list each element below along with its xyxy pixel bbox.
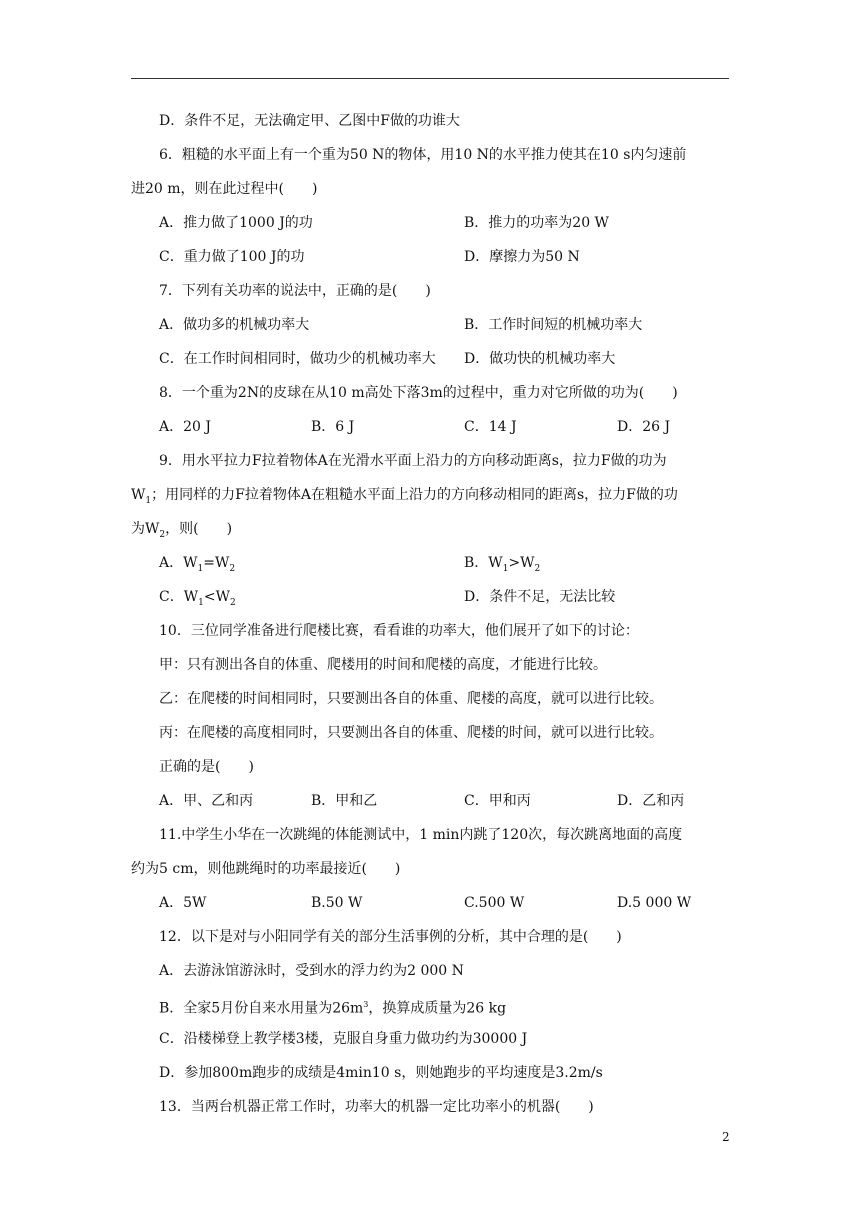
q6-option-d: D．摩擦力为50 N <box>464 249 580 265</box>
q9-stem-line1: 9．用水平拉力F拉着物体A在光滑水平面上沿力的方向移动距离s，拉力F做的功为 <box>159 453 667 469</box>
q11-option-a: A．5W <box>159 895 207 911</box>
q8-option-b: B．6 J <box>311 419 355 435</box>
q9-stem-line3: 为$W_2$，则( ) <box>131 521 233 540</box>
q8-option-d: D．26 J <box>617 419 671 435</box>
q10-statement-yi: 乙：在爬楼的时间相同时，只要测出各自的体重、爬楼的高度，就可以进行比较。 <box>159 691 663 707</box>
q12-option-a: A．去游泳馆游泳时，受到水的浮力约为2 000 N <box>159 963 464 979</box>
q6-option-c: C．重力做了100 J的功 <box>159 249 305 265</box>
q7-option-d: D．做功快的机械功率大 <box>464 351 616 367</box>
q13-stem: 13．当两台机器正常工作时，功率大的机器一定比功率小的机器( ) <box>159 1099 594 1115</box>
q10-stem: 10．三位同学准备进行爬楼比赛，看看谁的功率大，他们展开了如下的讨论： <box>159 623 639 639</box>
q8-stem: 8．一个重为2N的皮球在从10 m高处下落3m的过程中，重力对它所做的功为( ) <box>159 385 678 401</box>
q5-option-d: D．条件不足，无法确定甲、乙图中F做的功谁大 <box>159 113 460 129</box>
q11-option-c: C.500 W <box>464 895 525 911</box>
q11-stem-line1: 11.中学生小华在一次跳绳的体能测试中，1 min内跳了120次，每次跳离地面的高度 <box>159 827 683 843</box>
q10-statement-bing: 丙：在爬楼的高度相同时，只要测出各自的体重、爬楼的时间，就可以进行比较。 <box>159 725 663 741</box>
q10-statement-jia: 甲：只有测出各自的体重、爬楼用的时间和爬楼的高度，才能进行比较。 <box>159 657 607 673</box>
page-number: 2 <box>722 1130 730 1144</box>
q6-option-b: B．推力的功率为20 W <box>464 215 609 231</box>
q6-stem-line2: 进20 m，则在此过程中( ) <box>131 181 318 197</box>
q9-stem-line2: $W_1$；用同样的力F拉着物体A在粗糙水平面上沿力的方向移动相同的距离s，拉力F做的功 <box>131 487 678 506</box>
q10-option-d: D．乙和丙 <box>617 793 685 809</box>
header-rule <box>131 78 729 79</box>
q11-option-b: B.50 W <box>311 895 363 911</box>
q7-stem: 7．下列有关功率的说法中，正确的是( ) <box>159 283 431 299</box>
q12-option-d: D．参加800m跑步的成绩是4min10 s，则她跑步的平均速度是3.2m/s <box>159 1065 603 1081</box>
q6-stem-line1: 6．粗糙的水平面上有一个重为50 N的物体，用10 N的水平推力使其在10 s内匀速前 <box>159 147 687 163</box>
q12-stem: 12．以下是对与小阳同学有关的部分生活事例的分析，其中合理的是( ) <box>159 929 622 945</box>
q10-question: 正确的是( ) <box>159 759 254 775</box>
q9-option-d: D．条件不足，无法比较 <box>464 589 616 605</box>
q7-option-a: A．做功多的机械功率大 <box>159 317 310 333</box>
q11-stem-line2: 约为5 cm，则他跳绳时的功率最接近( ) <box>131 861 401 877</box>
q9-option-b: B．$W_1>W_2$ <box>464 555 541 574</box>
q8-option-c: C．14 J <box>464 419 517 435</box>
q8-option-a: A．20 J <box>159 419 211 435</box>
q9-option-a: A．$W_1=W_2$ <box>159 555 236 574</box>
q12-option-b: B．全家5月份自来水用量为$26m^3$，换算成质量为26 kg <box>159 1000 507 1017</box>
q7-option-b: B．工作时间短的机械功率大 <box>464 317 643 333</box>
q9-option-c: C．$W_1<W_2$ <box>159 589 236 608</box>
q11-option-d: D.5 000 W <box>617 895 692 911</box>
q12-option-c: C．沿楼梯登上教学楼3楼，克服自身重力做功约为30000 J <box>159 1031 528 1047</box>
q6-option-a: A．推力做了1000 J的功 <box>159 215 313 231</box>
q10-option-c: C．甲和丙 <box>464 793 531 809</box>
q10-option-a: A．甲、乙和丙 <box>159 793 254 809</box>
q7-option-c: C．在工作时间相同时，做功少的机械功率大 <box>159 351 436 367</box>
q10-option-b: B．甲和乙 <box>311 793 378 809</box>
